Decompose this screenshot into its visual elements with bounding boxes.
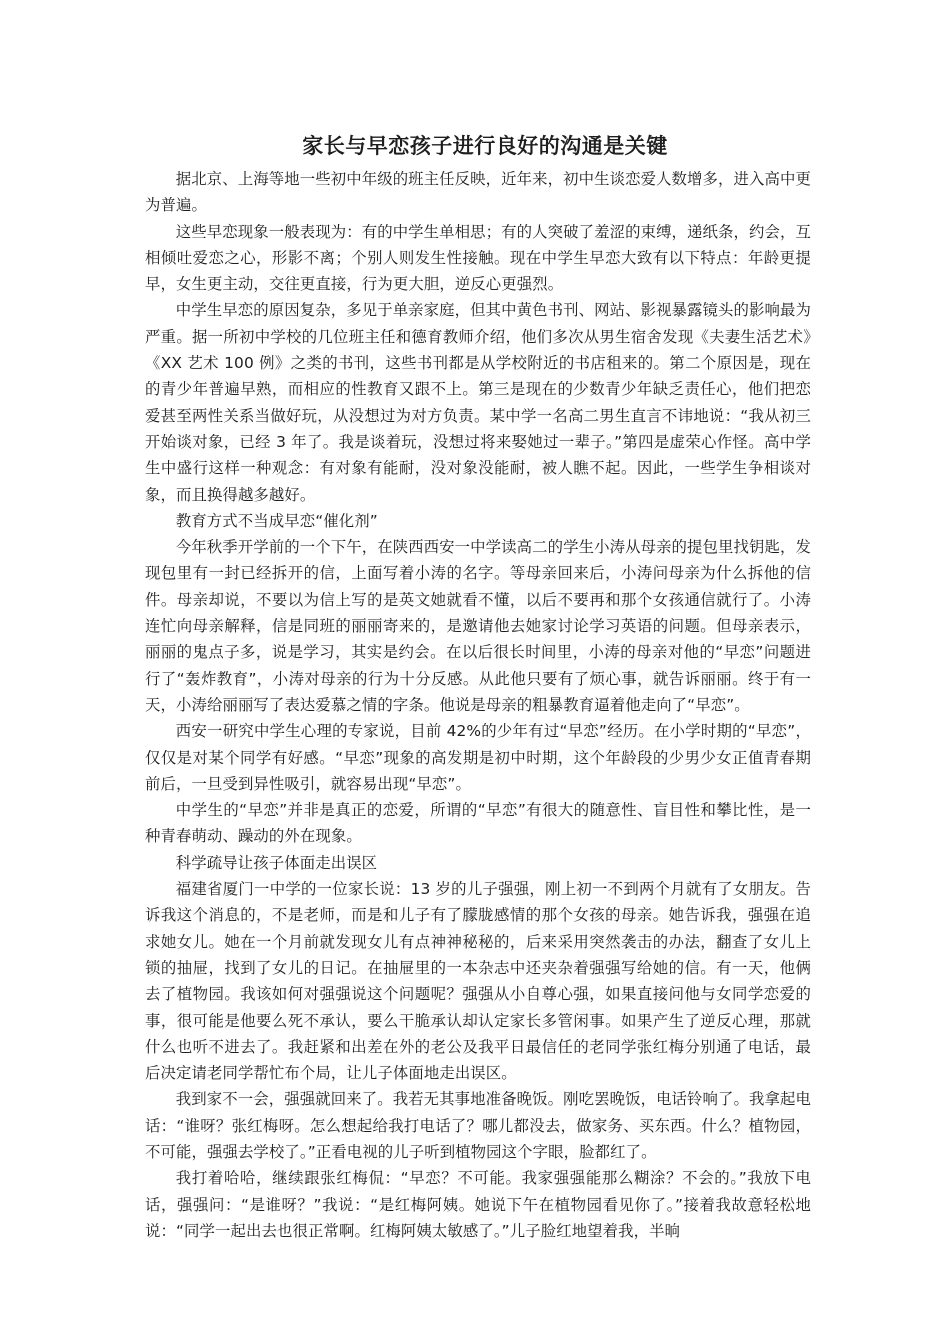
paragraph-expert: 西安一研究中学生心理的专家说，目前 42%的少年有过“早恋”经历。在小学时期的“早恋”，仅仅是对某个同学有好感。“早恋”现象的高发期是初中时期，这个年龄段的少男少女正值青春期前后，一旦受到异性吸引，就容易出现“早恋”。 <box>145 722 811 793</box>
document-title: 家长与早恋孩子进行良好的沟通是关键 <box>302 134 668 158</box>
document-page <box>145 128 811 1244</box>
paragraph-intro: 据北京、上海等地一些初中年级的班主任反映，近年来，初中生谈恋爱人数增多，进入高中更为普遍。 <box>145 170 811 215</box>
paragraph-conversation: 我打着哈哈，继续跟张红梅侃：“早恋？不可能。我家强强能那么糊涂？不会的。”我放下电话，强强问：“是谁呀？”我说：“是红梅阿姨。她说下午在植物园看见你了。”接着我故意轻松地说：“同学一起出去也很正常啊。红梅阿姨太敏感了。”儿子脸红地望着我，半晌 <box>145 1169 811 1240</box>
paragraph-causes: 中学生早恋的原因复杂，多见于单亲家庭，但其中黄色书刊、网站、影视暴露镜头的影响最为严重。据一所初中学校的几位班主任和德育教师介绍，他们多次从男生宿舍发现《夫妻生活艺术》《XX 艺术 100 例》之类的书刊，这些书刊都是从学校附近的书店租来的。第二个原因是，现在的青少年普遍早熟，而相应的性教育又跟不上。第三是现在的少数青少年缺乏责任心，他们把恋爱甚至两性关系当做好玩，从没想过为对方负责。某中学一名高二男生直言不讳地说：“我从初三开始谈对象，已经 3 年了。我是谈着玩，没想过将来娶她过一辈子。”第四是虚荣心作怪。高中学生中盛行这样一种观念：有对象有能耐，没对象没能耐，被人瞧不起。因此，一些学生争相谈对象，而且换得越多越好。 <box>145 301 811 504</box>
paragraph-nature: 中学生的“早恋”并非是真正的恋爱，所谓的“早恋”有很大的随意性、盲目性和攀比性，是一种青春萌动、躁动的外在现象。 <box>145 801 811 846</box>
section-heading-guidance: 科学疏导让孩子体面走出误区 <box>175 853 378 872</box>
paragraph-phone-call: 我到家不一会，强强就回来了。我若无其事地准备晚饭。刚吃罢晚饭，电话铃响了。我拿起电话：“谁呀？张红梅呀。怎么想起给我打电话了？哪儿都没去，做家务、买东西。什么？植物园，不可能，强强去学校了。”正看电视的儿子听到植物园这个字眼，脸都红了。 <box>145 1090 811 1161</box>
paragraph-xiaotao-story: 今年秋季开学前的一个下午，在陕西西安一中学读高二的学生小涛从母亲的提包里找钥匙，发现包里有一封已经拆开的信，上面写着小涛的名字。等母亲回来后，小涛问母亲为什么拆他的信件。母亲却说，不要以为信上写的是英文她就看不懂，以后不要再和那个女孩通信就行了。小涛连忙向母亲解释，信是同班的丽丽寄来的，是邀请他去她家讨论学习英语的问题。但母亲表示，丽丽的鬼点子多，说是学习，其实是约会。在以后很长时间里，小涛的母亲对他的“早恋”问题进行了“轰炸教育”，小涛对母亲的行为十分反感。从此他只要有了烦心事，就告诉丽丽。终于有一天，小涛给丽丽写了表达爱慕之情的字条。他说是母亲的粗暴教育逼着他走向了“早恋”。 <box>145 538 811 714</box>
paragraph-symptoms: 这些早恋现象一般表现为：有的中学生单相思；有的人突破了羞涩的束缚，递纸条，约会，互相倾吐爱恋之心，形影不离；个别人则发生性接触。现在中学生早恋大致有以下特点：年龄更提早，女生更主动，交往更直接，行为更大胆，逆反心更强烈。 <box>145 222 811 294</box>
paragraph-qiangqiang-story: 福建省厦门一中学的一位家长说：13 岁的儿子强强，刚上初一不到两个月就有了女朋友。告诉我这个消息的，不是老师，而是和儿子有了朦胧感情的那个女孩的母亲。她告诉我，强强在追求她女儿。她在一个月前就发现女儿有点神神秘秘的，后来采用突然袭击的办法，翻查了女儿上锁的抽屉，找到了女儿的日记。在抽屉里的一本杂志中还夹杂着强强写给她的信。有一天，他俩去了植物园。我该如何对强强说这个问题呢？强强从小自尊心强，如果直接问他与女同学恋爱的事，很可能是他要么死不承认，要么干脆承认却认定家长多管闲事。如果产生了逆反心理，那就什么也听不进去了。我赶紧和出差在外的老公及我平日最信任的老同学张红梅分别通了电话，最后决定请老同学帮忙布个局，让儿子体面地走出误区。 <box>145 880 811 1083</box>
section-heading-catalyst: 教育方式不当成早恋“催化剂” <box>175 511 378 530</box>
